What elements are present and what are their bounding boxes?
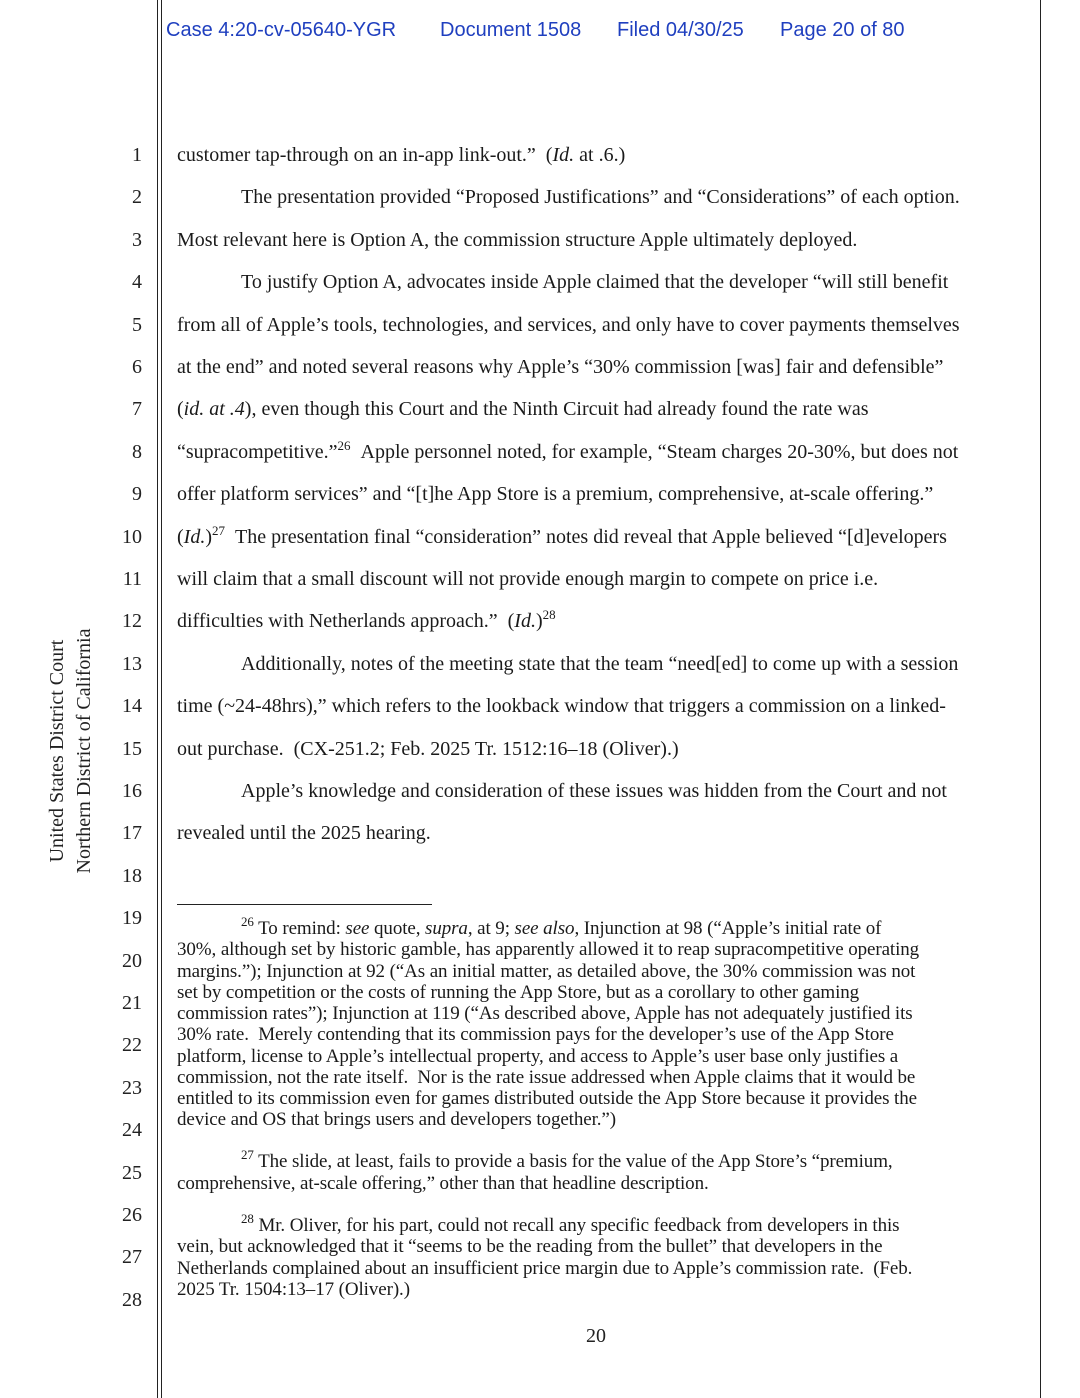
left-margin-rule-outer [157,0,158,1398]
court-name-sidebar [44,620,104,882]
body-line: Most relevant here is Option A, the commission structure Apple ultimately deployed. [177,228,858,251]
line-number: 26 [122,1204,142,1226]
body-line: at the end” and noted several reasons why Apple’s “30% commission [was] fair and defensible” [177,356,944,378]
line-number: 11 [122,568,142,590]
right-margin-rule [1040,0,1041,1398]
footnote-separator [177,904,432,905]
line-number: 2 [132,186,142,209]
body-line: difficulties with Netherlands approach.” $(Id.)^{28}$ [177,607,556,633]
line-number: 23 [122,1076,142,1099]
body-line: $(Id.)^{27}$ The presentation final “consideration” notes did reveal that Apple believed “[d]evelopers [177,522,947,548]
line-number: 19 [122,907,142,930]
footnote-line: set by competition or the costs of running the App Store, but as a corollary to other gaming [177,982,860,1003]
body-line: The presentation provided “Proposed Justifications” and “Considerations” of each option. [241,186,960,209]
footnote-line: Netherlands complained about an insufficient price margin due to Apple’s commission rate. (Feb. [177,1258,913,1279]
line-number: 22 [122,1034,142,1057]
body-line: will claim that a small discount will not provide enough margin to compete on price i.e. [177,568,879,590]
line-number: 3 [132,228,142,251]
line-number: 28 [122,1288,142,1311]
footnote-line: 30% rate. Merely contending that its commission pays for the developer’s use of the App Store [177,1024,894,1045]
line-number: 15 [122,737,142,760]
body-line: time (~24-48hrs),” which refers to the lookback window that triggers a commission on a linked- [177,695,946,718]
line-number: 13 [122,652,142,675]
line-number: 7 [132,398,142,421]
line-number: 14 [122,695,142,718]
footnote-line: margins.”); Injunction at 92 (“As an initial matter, as detailed above, the 30% commission was not [177,961,916,982]
footnote-line: $^{27}$ The slide, at least, fails to provide a basis for the value of the App Store’s “premium, [241,1147,893,1172]
footnote-line: comprehensive, at-scale offering,” other than that headline description. [177,1173,709,1194]
body-line: out purchase. (CX-251.2; Feb. 2025 Tr. 1512:16–18 (Oliver).) [177,737,679,760]
footnote-line: 2025 Tr. 1504:13–17 (Oliver).) [177,1279,410,1300]
line-number: 21 [122,992,142,1014]
court-name-line1: United States District Court [46,639,68,863]
line-number: 12 [122,610,142,633]
line-number: 9 [132,483,142,506]
line-number: 27 [122,1246,142,1269]
footnote-line: 30%, although set by historic gamble, has apparently allowed it to reap supracompetitive operating [177,939,920,960]
case-number: Case 4:20-cv-05640-YGR [166,19,397,41]
body-line: offer platform services” and “[t]he App Store is a premium, comprehensive, at-scale offering.” [177,483,934,506]
footnote-line: vein, but acknowledged that it “seems to be the reading from the bullet” that developers in the [177,1236,883,1257]
line-number: 17 [122,822,142,845]
left-margin-rule-inner [161,0,162,1398]
footnote-line: $^{28}$ Mr. Oliver, for his part, could not recall any specific feedback from developers in this [241,1211,900,1236]
body-line: Apple’s knowledge and consideration of these issues was hidden from the Court and not [241,780,947,802]
document-number: Document 1508 [440,19,582,41]
page-number: 20 [586,1325,606,1347]
line-number: 5 [132,313,142,336]
line-number: 18 [122,864,142,887]
body-line: Additionally, notes of the meeting state that the team “need[ed] to come up with a session [241,652,959,675]
body-line: customer tap-through on an in-app link-out.” (Id. at .6.) [177,144,626,166]
line-number: 10 [122,525,142,548]
footnote-line: commission rates”); Injunction at 119 (“As described above, Apple has not adequately justified its [177,1003,913,1024]
body-line: To justify Option A, advocates inside Apple claimed that the developer “will still benefit [241,271,949,294]
body-line: (id. at .4), even though this Court and the Ninth Circuit had already found the rate was [177,398,869,421]
line-number: 25 [122,1161,142,1184]
line-number: 20 [122,949,142,972]
line-number: 16 [122,780,142,802]
line-number: 4 [132,271,142,294]
page-indicator: Page 20 of 80 [780,19,905,41]
court-name-line2: Northern District of California [73,628,95,874]
footnote-line: device and OS that brings users and developers together.”) [177,1109,616,1130]
footnote-line: commission, not the rate itself. Nor is the rate issue addressed when Apple claims that it would be [177,1067,916,1088]
line-number: 6 [132,356,142,378]
body-line: “supracompetitive.”$^{26}$ Apple personnel noted, for example, “Steam charges 20-30%, but does not [177,437,959,463]
body-line: revealed until the 2025 hearing. [177,822,431,845]
line-number: 1 [132,144,142,166]
footnote-line: entitled to its commission even for games distributed outside the App Store because it provides the [177,1088,917,1109]
line-number: 8 [132,440,142,463]
footnote-line: platform, license to Apple’s intellectual property, and access to Apple’s user base only justifies a [177,1046,899,1067]
body-line: from all of Apple’s tools, technologies, and services, and only have to cover payments themselves [177,313,960,336]
line-number: 24 [122,1119,142,1142]
footnote-line: $^{26}$ To remind: see quote, supra, at 9; see also, Injunction at 98 (“Apple’s initial rate of [241,914,882,939]
filed-date: Filed 04/30/25 [617,19,744,41]
